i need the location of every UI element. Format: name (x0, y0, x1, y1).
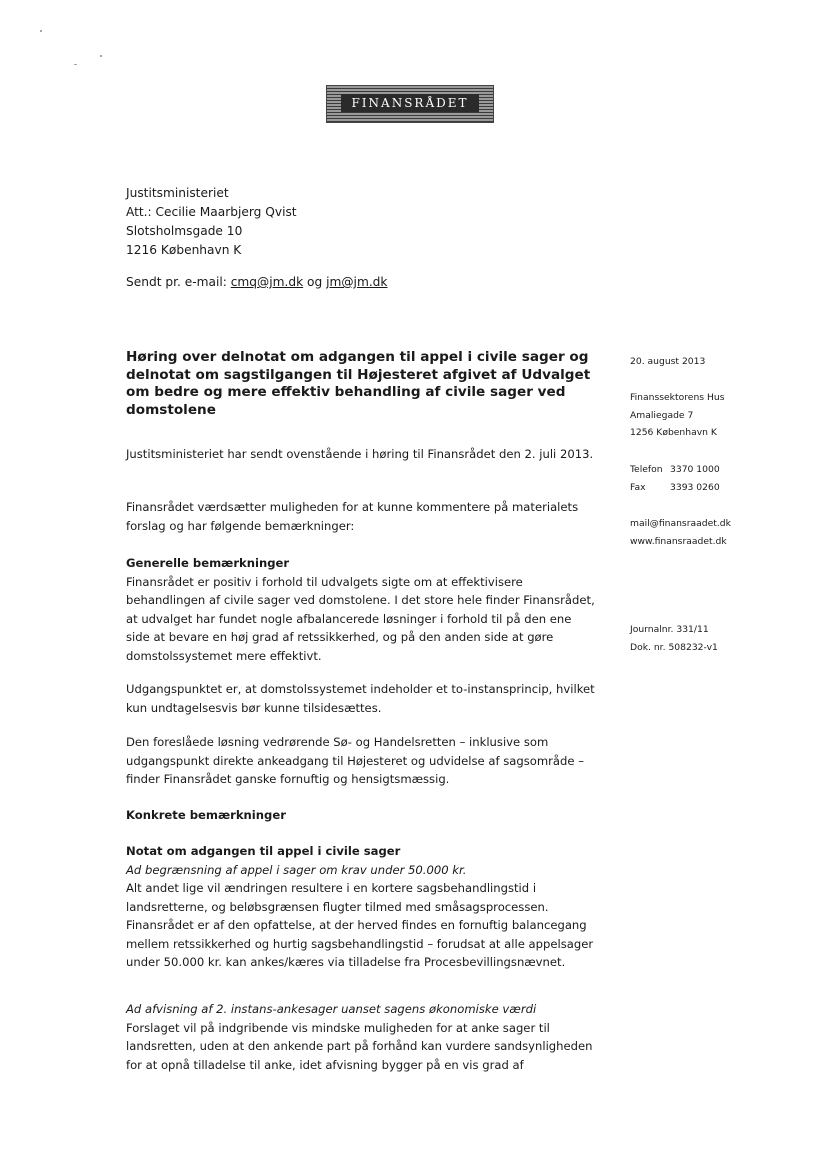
fax-label: Fax (630, 481, 646, 493)
appeal-rejection-section (126, 1000, 596, 1074)
logo-text: FINANSRÅDET (341, 94, 479, 112)
notat-section (126, 842, 596, 972)
document-title: Høring over delnotat om adgangen til appel i civile sager og delnotat om sagstilgangen til Højesteret afgivet af Udvalget om bedre og mere effektiv behandling af civile sager ved domstolene (126, 349, 591, 418)
scan-speck (100, 55, 102, 57)
paragraph-text: Den foreslåede løsning vedrørende Sø- og Handelsretten – inklusive som udgangspunkt direkte ankeadgang til Højesteret og udvidelse af sagsområde – finder Finansrådet ganske fornuftig og hensigtsmæssig. (126, 735, 585, 786)
concrete-heading (126, 806, 596, 825)
sent-prefix: Sendt pr. e-mail: (126, 275, 231, 289)
italic-heading: Ad begrænsning af appel i sager om krav under 50.000 kr. (126, 862, 467, 877)
scan-speck (40, 30, 42, 32)
italic-heading: Ad afvisning af 2. instans-ankesager uanset sagens økonomiske værdi (126, 1002, 537, 1016)
recipient-address (126, 184, 297, 260)
subsection-heading: Notat om adgangen til appel i civile sager (126, 844, 401, 858)
fax-number: 3393 0260 (670, 481, 720, 493)
recipient-line: Slotsholmsgade 10 (126, 224, 243, 238)
sent-joiner: og (303, 275, 327, 289)
sender-org: Finanssektorens Hus (630, 392, 725, 403)
email-link-cmq[interactable]: cmq@jm.dk (230, 275, 304, 289)
paragraph-text: Finansrådet værdsætter muligheden for at kunne kommentere på materialets forslag og har følgende bemærkninger: (126, 500, 579, 533)
sender-address (630, 389, 725, 442)
finansraadet-logo (326, 85, 494, 123)
scan-speck (74, 64, 77, 65)
document-number: Dok. nr. 508232-v1 (630, 641, 718, 653)
section-heading: Konkrete bemærkninger (126, 808, 286, 822)
sender-website[interactable]: www.finansraadet.dk (630, 535, 727, 547)
general-paragraph-3 (126, 733, 596, 789)
email-link-jm[interactable]: jm@jm.dk (326, 275, 388, 289)
sender-contact (630, 461, 720, 496)
intro-paragraph-2 (126, 498, 596, 535)
journal-number: Journalnr. 331/11 (630, 624, 709, 635)
paragraph-text: Justitsministeriet har sendt ovenstående i høring til Finansrådet den 2. juli 2013. (126, 447, 594, 461)
phone-label: Telefon (630, 464, 663, 475)
phone-row (630, 461, 720, 479)
sender-email[interactable]: mail@finansraadet.dk (630, 518, 731, 529)
sender-online (630, 515, 731, 550)
paragraph-text: Udgangspunktet er, at domstolssystemet indeholder et to-instansprincip, hvilket kun undtagelsesvis bør kunne tilsidesættes. (126, 682, 595, 715)
phone-number: 3370 1000 (670, 464, 720, 475)
intro-paragraph-1 (126, 445, 596, 464)
fax-row (630, 479, 720, 497)
general-section (126, 554, 596, 665)
paragraph-text: Finansrådet er positiv i forhold til udvalgets sigte om at effektivisere behandlingen af civile sager ved domstolene. I det store hele finder Finansrådet, at udvalget har fundet nogle afbalancerede løsninger i forhold til på den ene side at bevare en høj grad af retssikkerhed, og på den anden side at gøre domstolssystemet mere effektivt. (126, 574, 595, 663)
recipient-line: Att.: Cecilie Maarbjerg Qvist (126, 205, 297, 219)
paragraph-text: Forslaget vil på indgribende vis mindske muligheden for at anke sager til landsretten, uden at den ankende part på forhånd kan vurdere sandsynligheden for at opnå tilladelse til anke, idet afvisning bygger på en vis grad af (126, 1020, 593, 1072)
sender-city: 1256 København K (630, 427, 717, 438)
paragraph-text: Alt andet lige vil ændringen resultere i en kortere sagsbehandlingstid i landsretterne, og beløbsgrænsen flugter tilmed med småsagsprocessen. Finansrådet er af den opfattelse, at der herved findes en fornuftig balancegang mellem retssikkerhed og hurtig sagsbehandlingstid – forudsat at alle appelsager under 50.000 kr. kan ankes/kæres via tilladelse fra Procesbevillingsnævnet. (126, 881, 594, 969)
sender-street: Amaliegade 7 (630, 409, 694, 421)
letter-date: 20. august 2013 (630, 356, 706, 367)
recipient-line: Justitsministeriet (126, 186, 229, 200)
reference-numbers (630, 621, 718, 656)
recipient-line: 1216 København K (126, 243, 242, 257)
general-paragraph-2 (126, 680, 596, 717)
sent-by-email (126, 275, 387, 289)
section-heading: Generelle bemærkninger (126, 556, 290, 570)
